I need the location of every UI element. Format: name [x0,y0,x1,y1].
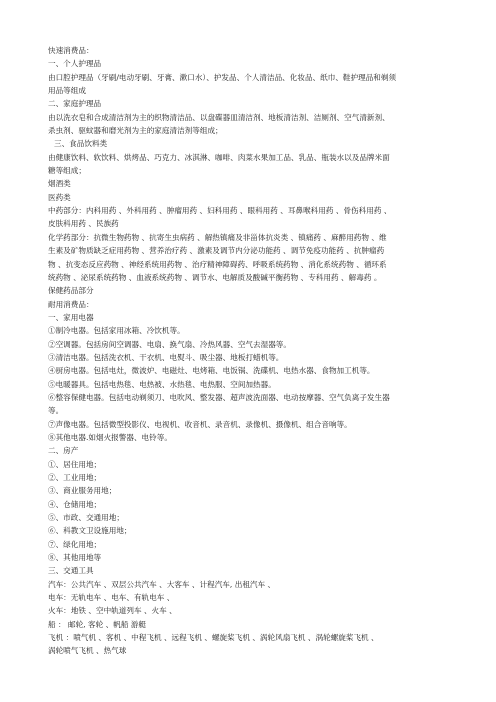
text-line: 飞机 ：喷气机 、客机 、中程飞机 、远程飞机 、螺旋桨飞机 、涡轮风扇飞机 、涡轮螺旋桨飞机 、 [48,633,379,643]
text-line: 物 、抗变态反应药物 、神经系统用药物 、治疗精神障碍药、呼吸系统药物 、消化系统药物 、循环系 [48,259,387,269]
text-line: 快速消费品： [48,46,94,55]
text-line: ③清洁电器。包括洗衣机、干衣机、电熨斗、吸尘器、地板打蜡机等。 [48,352,284,362]
text-line: 医药类 [48,192,71,202]
text-line: 保健药品部分 [48,286,94,296]
text-line: 由以洗衣皂和合成清洁剂为主的织物清洁品、以盘碟器皿清洁剂、地板清洁剂、洁厕剂、空气清新剂、 [48,112,390,122]
text-line: 涡轮喷气飞机 、热气球 [48,646,127,656]
text-line: 汽车：公共汽车 、双层公共汽车 、大客车 、计程汽车, 出租汽车 、 [48,579,276,589]
text-line: 化学药部分：抗微生物药物 、抗寄生虫病药 、解热镇痛及非甾体抗炎类 、镇痛药 、麻醉用药物 、维 [48,232,387,242]
text-line: ④厨房电器。包括电灶，微波炉、电磁灶、电烤箱、电饭锅、洗碟机、电热水器、食物加工机等。 [48,366,375,376]
text-line: ⑦、绿化用地； [48,539,102,549]
text-line: 三、食品饮料类 [54,139,108,149]
text-line: 电车：无轨电车 、电车、有轨电车 、 [48,593,175,603]
text-line: 烟酒类 [48,179,71,189]
text-line: 等。 [48,406,64,416]
text-line: 二、房产 [48,446,79,456]
text-line: 由口腔护理品（牙刷/电动牙刷、牙膏、漱口水）、护发品、个人清洁品、化妆品、纸巾、鞋护理品和剃须 [48,72,397,82]
text-line: 由健康饮料、软饮料、烘烤品、巧克力、冰淇淋、咖啡、肉菜水果加工品、乳品、瓶装水以及品牌米面 [48,152,390,162]
text-line: 杀虫剂、驱蚊器和磨光剂为主的家庭清洁剂等组成； [48,126,223,136]
text-line: ⑧、其他用地等 [48,553,102,563]
text-line: ③、商业服务用地； [48,486,117,496]
text-line: 火车：地铁 、空中轨道列车 、火车 、 [48,606,177,616]
text-line: 统药物 、泌尿系统药物 、血液系统药物 、调节水、电解质及酸碱平衡药物 、专科用药 、解毒药 。 [48,272,382,282]
text-line: 一、个人护理品 [48,59,102,69]
text-line: 皮肤科用药 、民族药 [48,219,119,229]
text-line: ⑧其他电器.如烟火报警器、电铃等。 [48,432,172,442]
text-line: ②空调器。包括房间空调器、电扇、换气扇、冷热风器、空气去湿器等。 [48,339,291,349]
text-line: 耐用消费品： [48,299,94,309]
text-line: ④、仓储用地； [48,499,102,509]
text-line: 用品等组成 [48,86,86,96]
text-line: ⑤、市政、交通用地； [48,513,124,523]
text-line: ①、居住用地； [48,459,102,469]
text-line: ②、工业用地； [48,473,102,482]
text-line: ①制冷电器。包括家用冰箱、冷饮机等。 [48,326,185,336]
text-line: 中药部分：内科用药 、外科用药 、肿瘤用药 、妇科用药 、眼科用药 、耳鼻喉科用药 、骨伤科用药 、 [48,206,392,216]
text-line: 糖等组成； [48,166,86,176]
text-line: ⑤电暖器具。包括电热毯、电热被、水热毯、电热服、空间加热器。 [48,379,276,389]
text-line: 二、家庭护理品 [48,99,102,109]
text-line: 生素及矿物质缺乏症用药物 、营养治疗药 、激素及调节内分泌功能药 、调节免疫功能药 、抗肿瘤药 [48,246,385,256]
text-line: 三、交通工具 [48,566,94,576]
text-line: ⑥整容保健电器。包括电动剃须刀、电吹风、整发器、超声波洗面器、电动按摩器、空气负离子发生器 [48,392,390,402]
text-line: ⑥、科教文卫设施用地； [48,526,132,536]
text-line: 一、家用电器 [48,312,94,322]
text-line: ⑦声像电器。包括微型投影仪、电视机、收音机、录音机、录像机、摄像机、组合音响等。 [48,419,352,429]
text-line: 船 ： 邮轮, 客轮 、帆船 游艇 [48,619,147,629]
document-page [48,44,454,658]
